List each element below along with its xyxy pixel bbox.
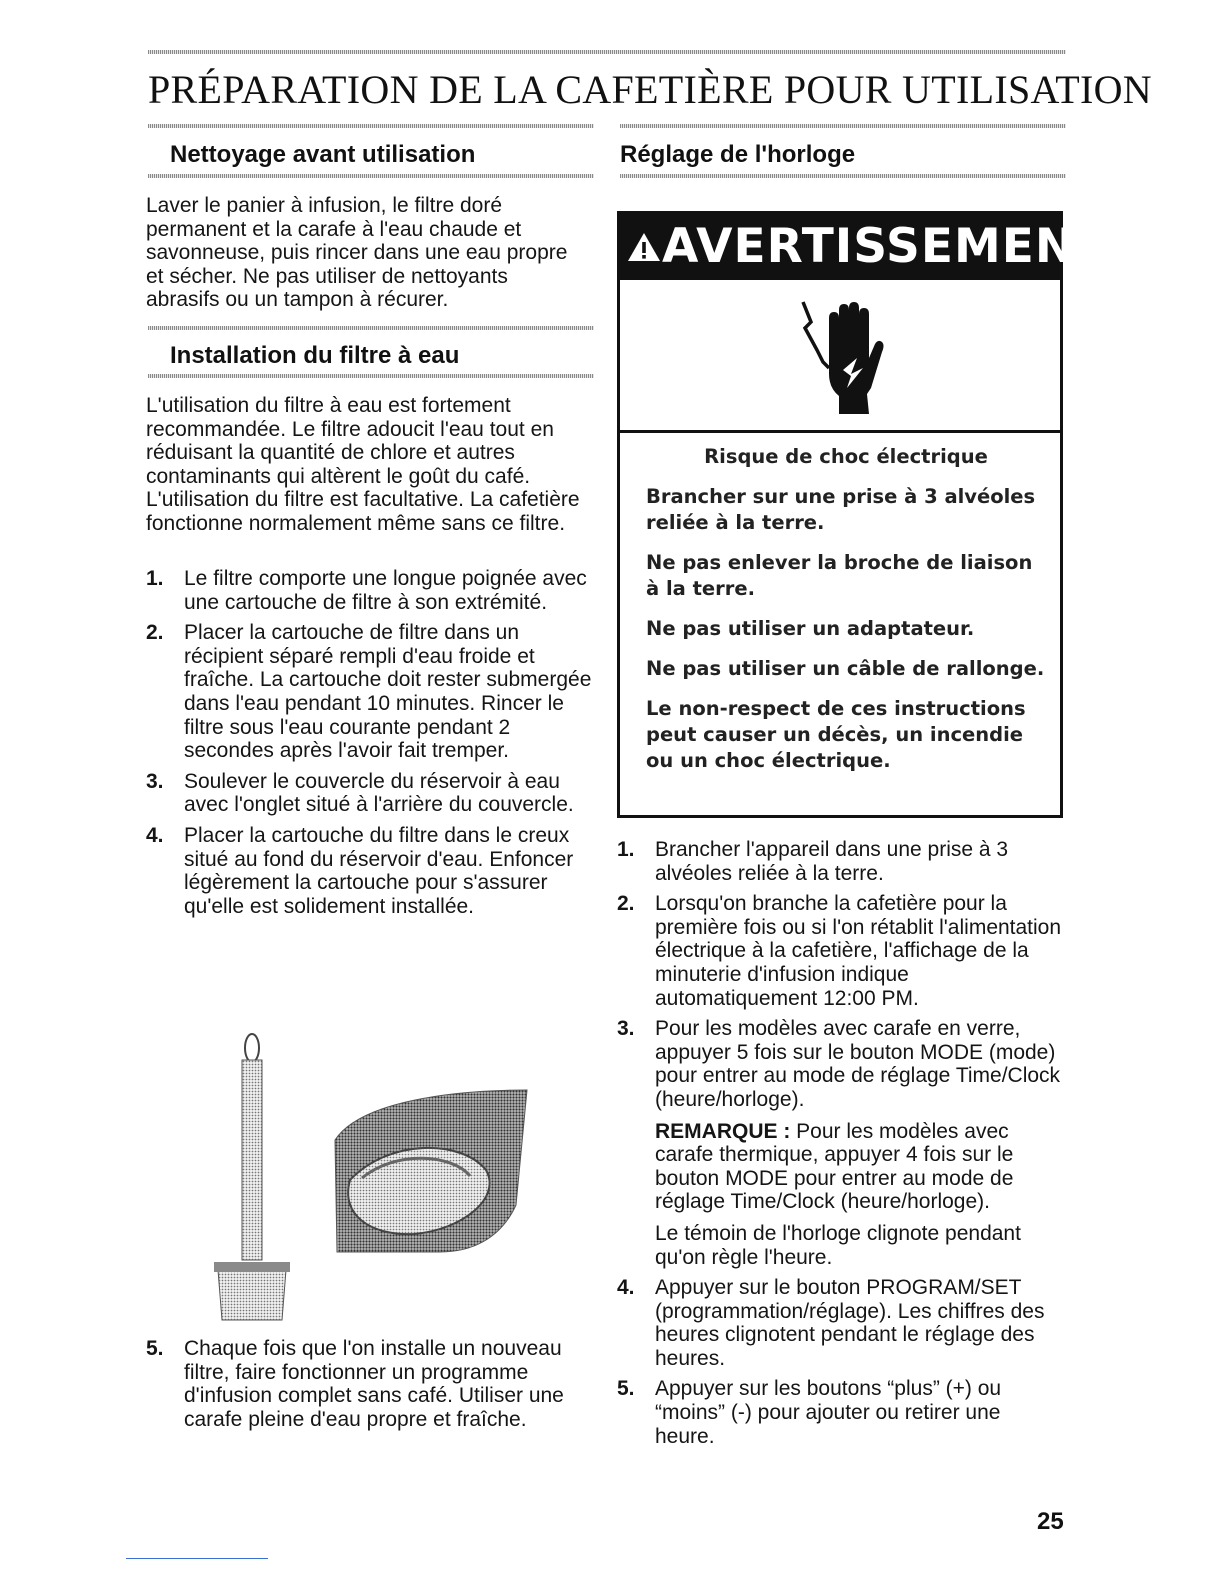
filter-heading-rule (148, 374, 594, 378)
step-number: 3. (146, 769, 164, 793)
page-title: PRÉPARATION DE LA CAFETIÈRE POUR UTILISATION (148, 67, 1152, 112)
list-item (146, 621, 592, 763)
page-number: 25 (1037, 1508, 1064, 1535)
warning-line: Le non-respect de ces instructions peut causer un décès, un incendie ou un choc électrique. (646, 697, 1026, 772)
clock-steps (617, 838, 1063, 1448)
step-number: 4. (617, 1276, 635, 1300)
list-item (617, 838, 1063, 885)
step-text: Soulever le couvercle du réservoir à eau avec l'onglet situé à l'arrière du couvercle. (184, 769, 574, 817)
clock-heading: Réglage de l'horloge (620, 141, 856, 168)
filter-steps (146, 567, 592, 918)
warning-line: Ne pas utiliser un adaptateur. (646, 617, 975, 640)
clock-heading-rule (620, 174, 1066, 178)
warning-line: Ne pas utiliser un câble de rallonge. (646, 657, 1045, 680)
list-item (617, 1377, 1063, 1448)
water-filter-illustration (200, 1030, 550, 1326)
title-bottom-rule-right (620, 124, 1066, 128)
list-item (617, 1276, 1063, 1370)
warning-line: Ne pas enlever la broche de liaison à la terre. (646, 551, 1033, 600)
step-text: Appuyer sur les boutons “plus” (+) ou “moins” (-) pour ajouter ou retirer une heure. (655, 1377, 1002, 1448)
warning-banner (620, 214, 1109, 280)
step-number: 1. (146, 567, 164, 590)
list-item (146, 1337, 592, 1431)
step-text: Lorsqu'on branche la cafetière pour la première fois ou si l'on rétablit l'alimentation électrique à la cafetière, l'affichage de la minuterie d'infusion indique automatiquement 12:00 PM. (655, 892, 1062, 1010)
warning-line: Brancher sur une prise à 3 alvéoles reliée à la terre. (646, 485, 1036, 534)
warning-icon-area (620, 280, 1060, 433)
extra-text: Le témoin de l'horloge clignote pendant qu'on règle l'heure. (655, 1221, 1021, 1269)
warning-banner-text: AVERTISSEMENT (662, 219, 1109, 274)
footer-line (126, 1558, 268, 1559)
warning-triangle-icon (626, 231, 662, 263)
handle-loop (245, 1034, 259, 1062)
step-number: 4. (146, 823, 164, 847)
title-top-rule (148, 50, 1066, 54)
filter-intro: L'utilisation du filtre à eau est fortement recommandée. Le filtre adoucit l'eau tout en réduisant la quantité de chlore et autres contaminants qui altèrent le goût du café. L'utilisation du filtre est facultative. La cafetière fonctionne normalement même sans ce filtre. (146, 394, 580, 535)
cleaning-text: Laver le panier à infusion, le filtre doré permanent et la carafe à l'eau chaude et savonneuse, puis rincer dans une eau propre et sécher. Ne pas utiliser de nettoyants abrasifs ou un tampon à récurer. (146, 194, 568, 312)
handle-stem (242, 1060, 262, 1260)
step-number: 3. (617, 1017, 635, 1041)
step-number: 2. (146, 621, 164, 645)
note-body: Pour les modèles avec carafe thermique, appuyer 4 fois sur le bouton MODE pour entrer au mode de réglage Time/Clock (heure/horloge). (655, 1119, 1014, 1214)
filter-top-rule (148, 326, 594, 330)
step-number: 2. (617, 892, 635, 916)
step-number: 5. (617, 1377, 635, 1401)
step-text: Placer la cartouche de filtre dans un récipient séparé rempli d'eau froide et fraîche. La cartouche doit rester submergée dans l'eau pendant 10 minutes. Rincer le filtre sous l'eau courante pendant 2 secondes après l'avoir fait tremper. (184, 621, 592, 763)
filter-cartridge (218, 1270, 286, 1320)
title-bottom-rule (148, 124, 594, 128)
note-text (655, 1120, 1063, 1214)
step-number: 1. (617, 838, 635, 861)
warning-box (617, 211, 1109, 818)
cleaning-heading: Nettoyage avant utilisation (170, 141, 476, 168)
list-item (617, 892, 1063, 1010)
step-text: Le filtre comporte une longue poignée avec une cartouche de filtre à son extrémité. (184, 567, 587, 614)
step-text: Pour les modèles avec carafe en verre, appuyer 5 fois sur le bouton MODE (mode) pour entrer au mode de réglage Time/Clock (heure/horloge). (655, 1017, 1061, 1111)
step-number: 5. (146, 1337, 164, 1360)
step-text: Appuyer sur le bouton PROGRAM/SET (programmation/réglage). Les chiffres des heures clignotent pendant le réglage des heures. (655, 1276, 1045, 1370)
electrical-shock-hand-icon (799, 298, 885, 414)
cleaning-heading-rule (148, 174, 594, 178)
list-item (146, 824, 592, 918)
warning-title: Risque de choc électrique (704, 445, 988, 468)
step-text: Brancher l'appareil dans une prise à 3 alvéoles reliée à la terre. (655, 838, 1009, 885)
list-item (146, 770, 592, 817)
filter-heading: Installation du filtre à eau (170, 342, 460, 369)
step-text: Placer la cartouche du filtre dans le creux situé au fond du réservoir d'eau. Enfoncer légèrement la cartouche pour s'assurer qu'elle est solidement installée. (184, 823, 574, 918)
step-text: Chaque fois que l'on installe un nouveau filtre, faire fonctionner un programme d'infusion complet sans café. Utiliser une carafe pleine d'eau propre et fraîche. (184, 1337, 564, 1431)
list-item (617, 1017, 1063, 1269)
list-item (146, 567, 592, 614)
warning-text (646, 444, 1046, 788)
cartridge-cap (214, 1262, 290, 1272)
note-label: REMARQUE : (655, 1119, 791, 1143)
filter-steps-continued (146, 1337, 592, 1431)
